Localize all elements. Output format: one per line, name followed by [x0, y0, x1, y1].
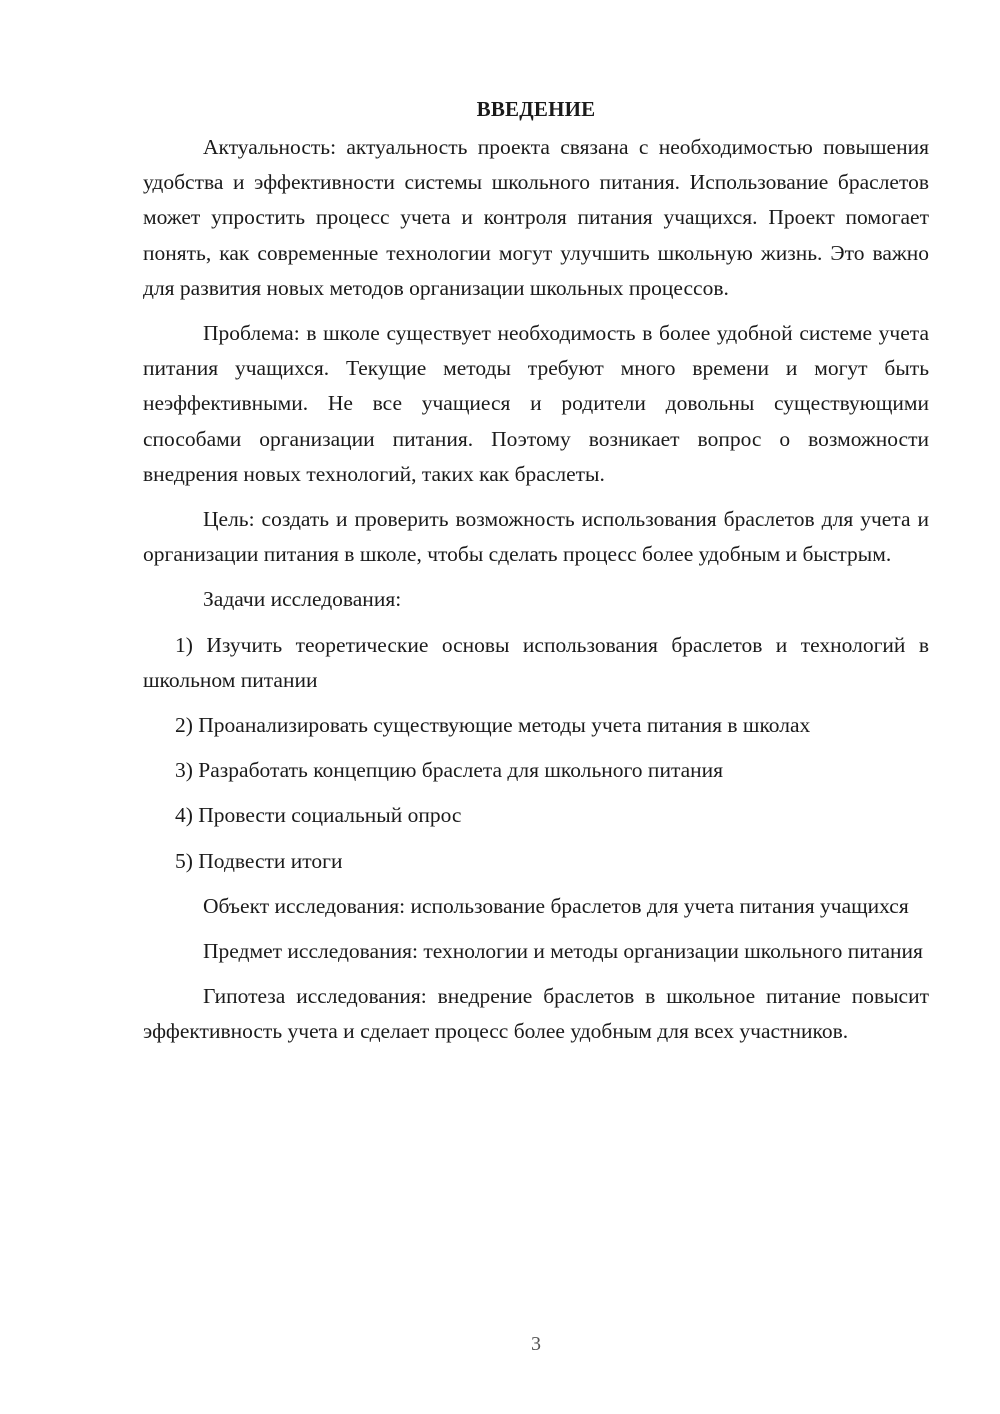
relevance-paragraph: Актуальность: актуальность проекта связана с необходимостью повышения удобства и эффективности системы школьного питания. Использование браслетов может упростить процесс учета и контроля питания учащихся. Проект помогает понять, как современные технологии могут улучшить школьную жизнь. Это важно для развития новых методов организации школьных процессов.	[143, 135, 929, 300]
document-page	[143, 92, 929, 1060]
task-item-1: 1) Изучить теоретические основы использования браслетов и технологий в школьном питании	[143, 632, 929, 692]
task-item-4: 4) Провести социальный опрос	[175, 803, 462, 828]
subject-paragraph: Предмет исследования: технологии и методы организации школьного питания	[203, 939, 923, 964]
object-paragraph: Объект исследования: использование браслетов для учета питания учащихся	[203, 893, 909, 918]
section-heading: ВВЕДЕНИЕ	[476, 97, 596, 121]
tasks-heading: Задачи исследования:	[203, 587, 402, 612]
task-item-3: 3) Разработать концепцию браслета для школьного питания	[175, 758, 724, 783]
task-item-2: 2) Проанализировать существующие методы учета питания в школах	[175, 713, 811, 738]
problem-paragraph: Проблема: в школе существует необходимость в более удобной системе учета питания учащихся. Текущие методы требуют много времени и могут быть неэффективными. Не все учащиеся и родители довольны существующими способами организации питания. Поэтому возникает вопрос о возможности внедрения новых технологий, таких как браслеты.	[143, 321, 929, 486]
hypothesis-paragraph: Гипотеза исследования: внедрение браслетов в школьное питание повысит эффективность учета и сделает процесс более удобным для всех участников.	[143, 984, 929, 1044]
page-number: 3	[531, 1333, 541, 1355]
goal-paragraph: Цель: создать и проверить возможность использования браслетов для учета и организации питания в школе, чтобы сделать процесс более удобным и быстрым.	[143, 507, 929, 567]
task-item-5: 5) Подвести итоги	[175, 848, 343, 873]
